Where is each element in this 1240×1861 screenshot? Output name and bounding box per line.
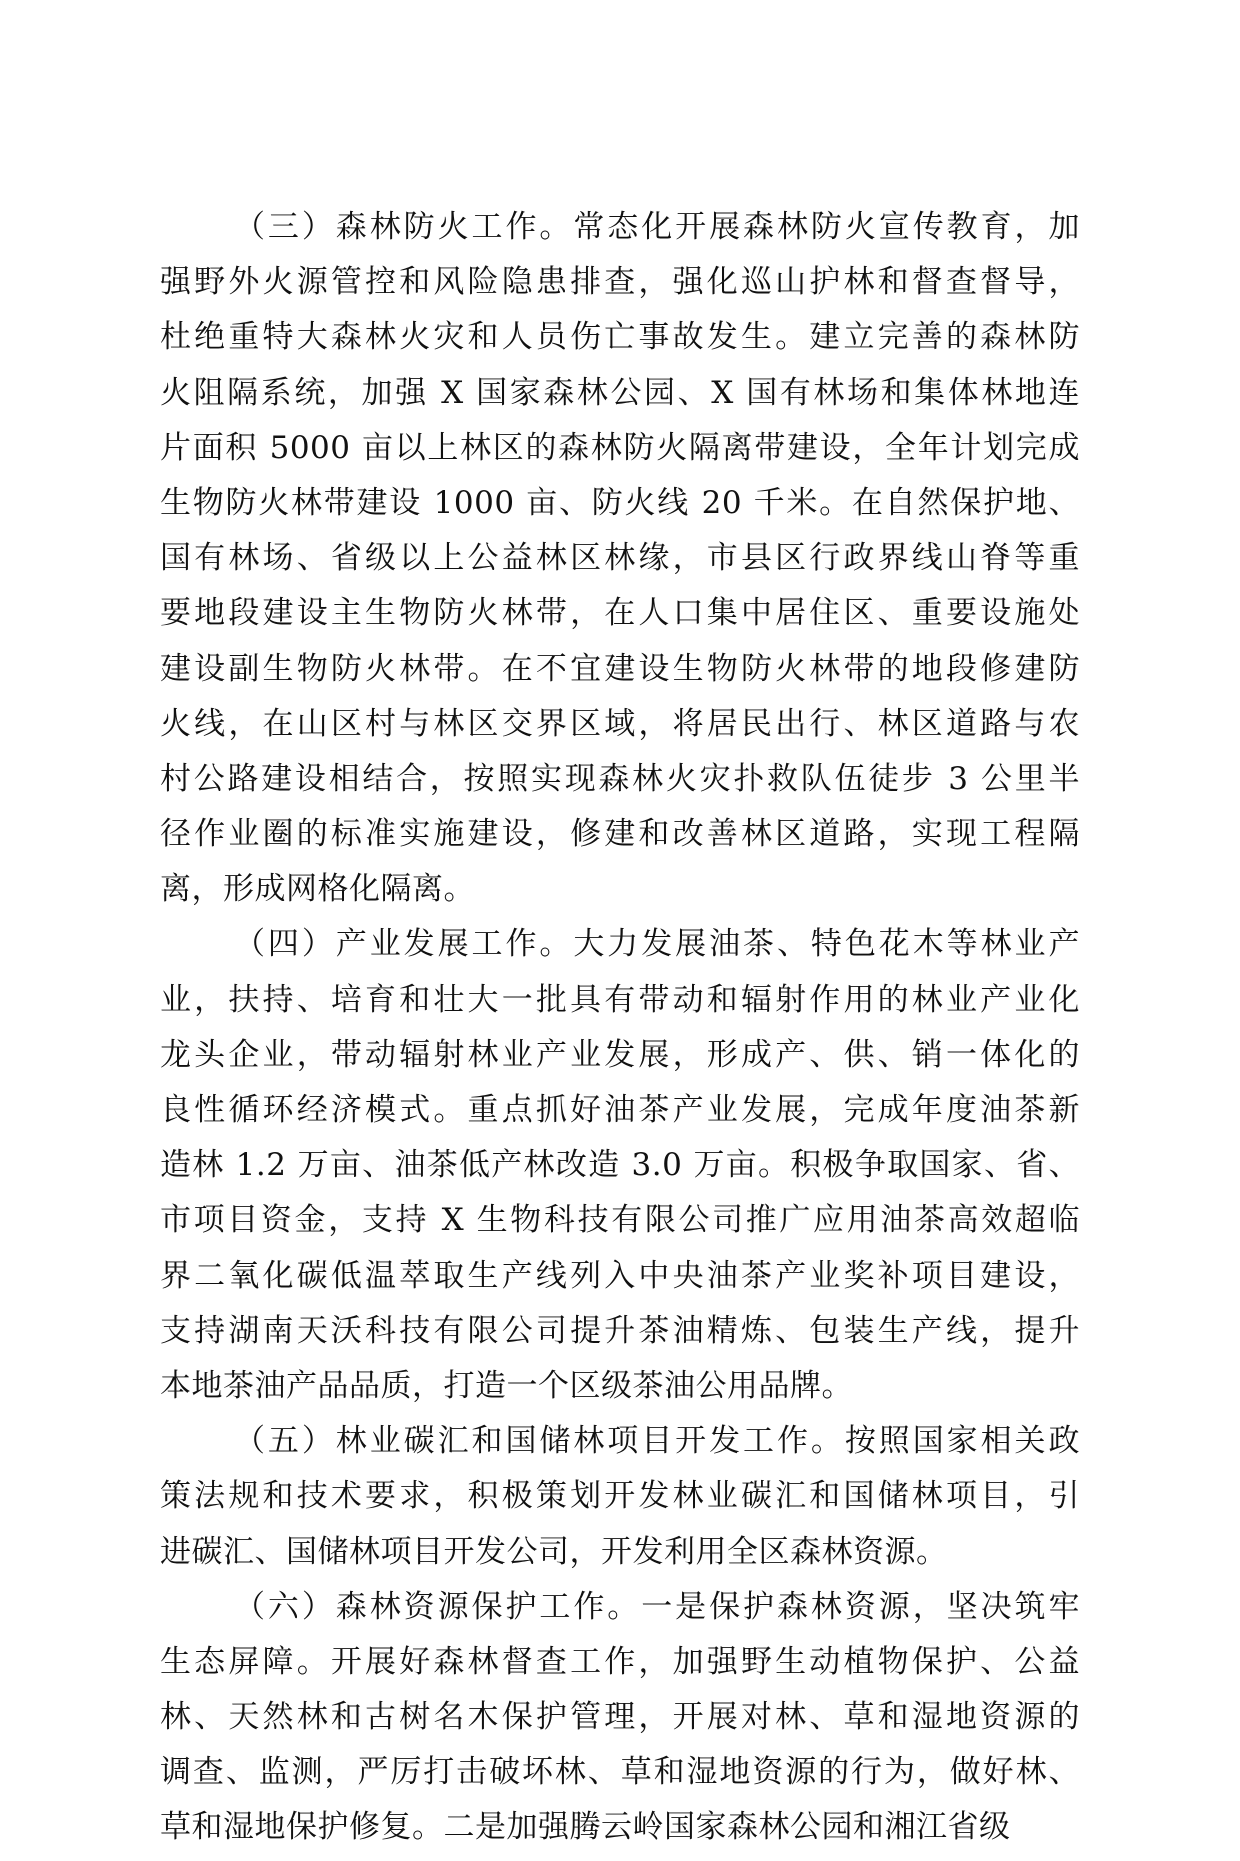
text-line: 业，扶持、培育和壮大一批具有带动和辐射作用的林业产业化 xyxy=(160,981,1080,1018)
text-line: 生物防火林带建设 1000 亩、防火线 20 千米。在自然保护地、 xyxy=(160,484,1080,521)
paragraph-forest-fire-prevention xyxy=(160,205,1080,922)
text-line: 本地茶油产品品质，打造一个区级茶油公用品牌。 xyxy=(160,1367,853,1404)
text-line: 良性循环经济模式。重点抓好油茶产业发展，完成年度油茶新 xyxy=(160,1092,1080,1128)
text-line: 龙头企业，带动辐射林业产业发展，形成产、供、销一体化的 xyxy=(160,1036,1080,1073)
text-line: 强野外火源管控和风险隐患排查，强化巡山护林和督查督导， xyxy=(160,264,1080,301)
paragraph-forest-resource-protection xyxy=(160,1585,1080,1861)
text-line: 片面积 5000 亩以上林区的森林防火隔离带建设，全年计划完成 xyxy=(160,429,1080,466)
text-line: 离，形成网格化隔离。 xyxy=(160,871,475,908)
text-line: 林、天然林和古树名木保护管理，开展对林、草和湿地资源的 xyxy=(160,1699,1080,1736)
text-line: 生态屏障。开展好森林督查工作，加强野生动植物保护、公益 xyxy=(160,1643,1080,1680)
text-line: 进碳汇、国储林项目开发公司，开发利用全区森林资源。 xyxy=(160,1533,948,1570)
text-line: 调查、监测，严厉打击破坏林、草和湿地资源的行为，做好林、 xyxy=(160,1754,1080,1791)
text-line: （六）森林资源保护工作。一是保护森林资源，坚决筑牢 xyxy=(234,1588,1080,1625)
text-line: 界二氧化碳低温萃取生产线列入中央油茶产业奖补项目建设， xyxy=(160,1257,1080,1294)
text-line: 草和湿地保护修复。二是加强腾云岭国家森林公园和湘江省级 xyxy=(160,1809,1011,1846)
text-line: 要地段建设主生物防火林带，在人口集中居住区、重要设施处 xyxy=(160,595,1080,632)
text-line: 火阻隔系统，加强 X 国家森林公园、X 国有林场和集体林地连 xyxy=(160,374,1080,411)
text-line: 策法规和技术要求，积极策划开发林业碳汇和国储林项目，引 xyxy=(160,1478,1080,1515)
text-line: 市项目资金，支持 X 生物科技有限公司推广应用油茶高效超临 xyxy=(160,1202,1080,1239)
document-body xyxy=(160,205,1080,1861)
text-line: 径作业圈的标准实施建设，修建和改善林区道路，实现工程隔 xyxy=(160,816,1080,853)
text-line: 建设副生物防火林带。在不宜建设生物防火林带的地段修建防 xyxy=(160,650,1080,687)
text-line: （四）产业发展工作。大力发展油茶、特色花木等林业产 xyxy=(234,926,1080,963)
text-line: 杜绝重特大森林火灾和人员伤亡事故发生。建立完善的森林防 xyxy=(160,319,1080,356)
paragraph-industry-development xyxy=(160,922,1080,1419)
text-line: 火线，在山区村与林区交界区域，将居民出行、林区道路与农 xyxy=(160,705,1080,742)
text-line: （三）森林防火工作。常态化开展森林防火宣传教育，加 xyxy=(234,209,1080,245)
text-line: 造林 1.2 万亩、油茶低产林改造 3.0 万亩。积极争取国家、省、 xyxy=(160,1147,1080,1184)
text-line: （五）林业碳汇和国储林项目开发工作。按照国家相关政 xyxy=(234,1423,1080,1460)
text-line: 村公路建设相结合，按照实现森林火灾扑救队伍徒步 3 公里半 xyxy=(160,760,1080,797)
text-line: 支持湖南天沃科技有限公司提升茶油精炼、包装生产线，提升 xyxy=(160,1312,1080,1349)
text-line: 国有林场、省级以上公益林区林缘，市县区行政界线山脊等重 xyxy=(160,540,1080,577)
paragraph-carbon-sink-projects xyxy=(160,1419,1080,1585)
